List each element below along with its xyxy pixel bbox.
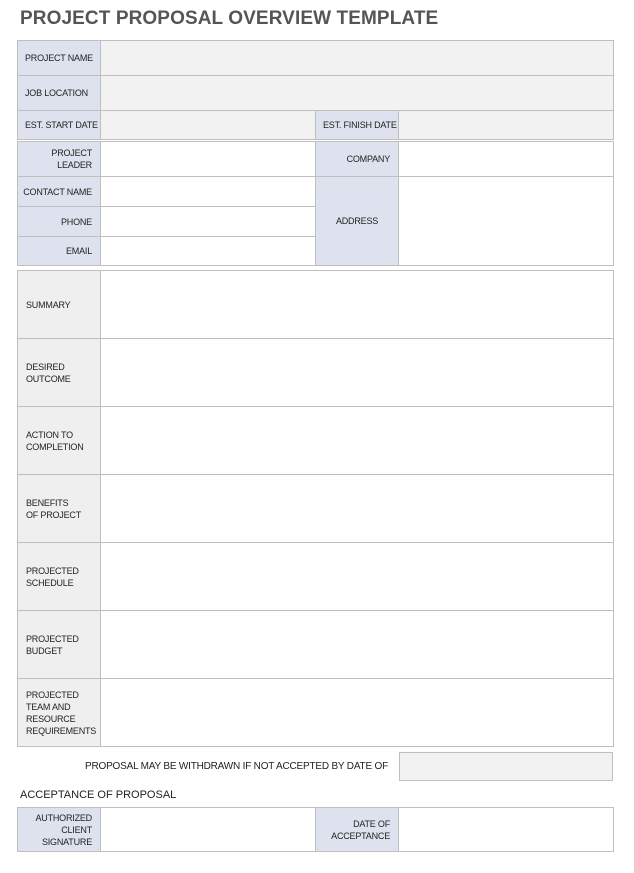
withdraw-note: PROPOSAL MAY BE WITHDRAWN IF NOT ACCEPTED BY DATE OF — [85, 761, 388, 772]
acceptance-heading: ACCEPTANCE OF PROPOSAL — [20, 789, 177, 801]
phone-label: PHONE — [18, 207, 101, 237]
project-name-input[interactable] — [101, 41, 614, 76]
est-finish-date-label: EST. FINISH DATE — [316, 111, 399, 140]
company-label: COMPANY — [316, 142, 399, 177]
projected-schedule-input[interactable] — [101, 543, 614, 611]
authorized-signature-label: AUTHORIZED CLIENT SIGNATURE — [18, 808, 101, 852]
contact-name-label: CONTACT NAME — [18, 177, 101, 207]
contact-name-input[interactable] — [101, 177, 316, 207]
action-to-completion-input[interactable] — [101, 407, 614, 475]
desired-outcome-label: DESIRED OUTCOME — [18, 339, 101, 407]
address-input[interactable] — [399, 177, 614, 266]
projected-team-input[interactable] — [101, 679, 614, 747]
acceptance-table — [17, 807, 614, 852]
est-finish-date-input[interactable] — [399, 111, 614, 140]
benefits-of-project-label: BENEFITS OF PROJECT — [18, 475, 101, 543]
est-start-date-input[interactable] — [101, 111, 316, 140]
projected-schedule-label: PROJECTED SCHEDULE — [18, 543, 101, 611]
email-label: EMAIL — [18, 237, 101, 266]
contact-table — [17, 141, 614, 266]
est-start-date-label: EST. START DATE — [18, 111, 101, 140]
email-input[interactable] — [101, 237, 316, 266]
address-label: ADDRESS — [316, 177, 399, 266]
project-leader-label: PROJECT LEADER — [18, 142, 101, 177]
job-location-label: JOB LOCATION — [18, 76, 101, 111]
benefits-of-project-input[interactable] — [101, 475, 614, 543]
project-leader-input[interactable] — [101, 142, 316, 177]
phone-input[interactable] — [101, 207, 316, 237]
project-name-label: PROJECT NAME — [18, 41, 101, 76]
job-location-input[interactable] — [101, 76, 614, 111]
action-to-completion-label: ACTION TO COMPLETION — [18, 407, 101, 475]
authorized-signature-input[interactable] — [101, 808, 316, 852]
projected-budget-label: PROJECTED BUDGET — [18, 611, 101, 679]
summary-label: SUMMARY — [18, 271, 101, 339]
page-title: PROJECT PROPOSAL OVERVIEW TEMPLATE — [20, 8, 439, 29]
projected-budget-input[interactable] — [101, 611, 614, 679]
withdraw-row — [17, 752, 613, 782]
header-table — [17, 40, 614, 140]
date-of-acceptance-label: DATE OF ACCEPTANCE — [316, 808, 399, 852]
company-input[interactable] — [399, 142, 614, 177]
desired-outcome-input[interactable] — [101, 339, 614, 407]
withdraw-date-input[interactable] — [399, 752, 613, 781]
date-of-acceptance-input[interactable] — [399, 808, 614, 852]
sections-table — [17, 270, 614, 747]
projected-team-label: PROJECTED TEAM AND RESOURCE REQUIREMENTS — [18, 679, 101, 747]
summary-input[interactable] — [101, 271, 614, 339]
